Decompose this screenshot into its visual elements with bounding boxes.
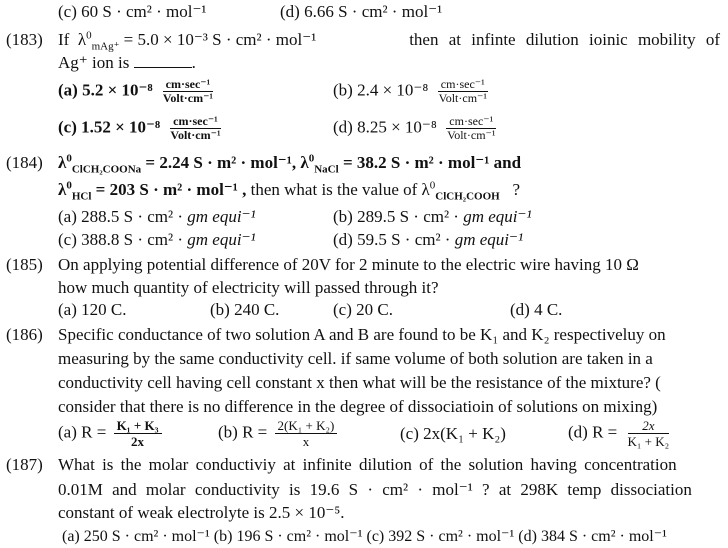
option-b[interactable] (210, 300, 279, 320)
question-183-line2 (58, 53, 196, 73)
question-187-options (62, 526, 667, 546)
value: = 2.24 S · m² · mol⁻¹, (145, 153, 297, 172)
option-label: (a) (58, 422, 77, 442)
question-186-line3: conductivity cell having cell constant x then what will be the resistance of the mixture? ( (58, 373, 661, 392)
fraction-numerator: 2(K₁ + K₂) (275, 418, 338, 434)
option-label: (b) (333, 80, 353, 100)
fraction-denominator: Volt·cm⁻¹ (162, 91, 213, 105)
option-prefix: R = (242, 422, 268, 442)
option-label: (c) (333, 300, 352, 319)
question-186-line1: Specific conductance of two solution A and B are found to be K₁ and K₂ respectiveluy on (58, 325, 666, 344)
question-number: (185) (6, 255, 43, 274)
question-184-line2 (58, 179, 520, 203)
question-187-line1: What is the molar conductiviy at infinite dilution of the solution having concentration (58, 455, 677, 474)
option-label: (d) (568, 422, 588, 442)
fraction-numerator: cm·sec⁻¹ (438, 78, 488, 92)
question-187-line2: 0.01M and molar conductivity is 19.6 S · cm² · mol⁻¹ ? at 298K temp dissociation (58, 480, 692, 499)
superscript: 0 (66, 179, 72, 192)
fraction-denominator: K₁ + K₂ (627, 434, 670, 449)
superscript: 0 (86, 29, 92, 42)
superscript: 0 (66, 152, 72, 165)
subscript: ClCH₂COONa (71, 163, 142, 176)
question-187-line3: constant of weak electrolyte is 2.5 × 10⁻⁵. (58, 503, 345, 522)
option-label: (c) (58, 117, 77, 137)
text: then at infinte dilution ioinic mobility of (409, 30, 720, 49)
option-value: 392 S · cm² · mol⁻¹ (388, 528, 515, 545)
question-number: (187) (6, 455, 43, 474)
lambda-symbol: λ (77, 30, 87, 49)
option-label: (d) (518, 528, 537, 545)
option-label: (a) (58, 300, 77, 319)
lambda-symbol: λ (300, 153, 309, 172)
fraction-numerator: cm·sec⁻¹ (446, 115, 496, 129)
question-184-line1 (58, 152, 522, 176)
option-d[interactable] (333, 115, 498, 142)
fraction (436, 78, 490, 105)
option-value: 20 C. (356, 300, 393, 319)
option-a[interactable] (62, 528, 210, 545)
option-value: 120 C. (81, 300, 127, 319)
option-d[interactable] (568, 418, 672, 449)
lambda-value: = 5.0 × 10⁻³ S · cm² · mol⁻¹ (123, 30, 317, 49)
option-value: 2.4 × 10⁻⁸ (357, 80, 429, 100)
option-label: (b) (218, 422, 238, 442)
fraction-denominator: x (302, 434, 310, 449)
lambda-symbol: λ (421, 180, 430, 199)
prev-option-c: (c) 60 S · cm² · mol⁻¹ (58, 2, 207, 21)
option-d[interactable] (333, 230, 523, 250)
question-183-line1 (58, 29, 720, 53)
option-unit: gm equi⁻¹ (463, 207, 532, 226)
lambda-symbol: λ (58, 180, 67, 199)
option-c[interactable] (58, 115, 224, 142)
option-value: 384 S · cm² · mol⁻¹ (540, 528, 667, 545)
period: . (191, 53, 196, 72)
fraction-denominator: Volt·cm⁻¹ (438, 91, 487, 105)
option-value: 59.5 S · cm² · (357, 230, 451, 249)
option-a[interactable] (58, 78, 216, 105)
option-b[interactable] (218, 418, 337, 449)
lambda-symbol: λ (58, 153, 67, 172)
fraction (625, 418, 673, 449)
option-value: 240 C. (234, 300, 280, 319)
option-unit: gm equi⁻¹ (187, 230, 256, 249)
option-c[interactable] (58, 230, 256, 250)
fraction-numerator: cm·sec⁻¹ (163, 78, 214, 92)
option-label: (d) (333, 117, 353, 137)
question-186-line4: consider that there is no difference in the degree of dissociatioin of solutions on mixing) (58, 397, 658, 416)
question-185-line1: On applying potential difference of 20V for 2 minute to the electric wire having 10 Ω (58, 255, 639, 274)
option-b[interactable] (333, 207, 532, 227)
superscript: 0 (429, 179, 436, 192)
option-label: (b) (213, 528, 233, 545)
subscript: HCl (71, 190, 92, 203)
prev-option-d: (d) 6.66 S · cm² · mol⁻¹ (280, 2, 443, 21)
option-label: (a) (58, 80, 78, 100)
option-label: (d) (333, 230, 353, 249)
superscript: 0 (308, 152, 315, 165)
option-value: 289.5 S · cm² · (357, 207, 459, 226)
option-value: 5.2 × 10⁻⁸ (82, 80, 153, 100)
option-value: 4 C. (534, 300, 563, 319)
subscript: ClCH₂COOH (435, 190, 500, 203)
fraction (167, 115, 223, 142)
option-prefix: R = (81, 422, 107, 442)
option-d[interactable] (518, 528, 667, 545)
subscript: NaCl (314, 163, 339, 176)
option-label: (c) (58, 230, 77, 249)
option-value: 196 S · cm² · mol⁻¹ (236, 528, 363, 545)
option-label: (c) (366, 528, 385, 545)
option-unit: gm equi⁻¹ (454, 230, 524, 249)
option-value: 2x(K₁ + K₂) (423, 424, 506, 443)
fraction-denominator: 2x (131, 434, 145, 449)
fraction-numerator: K₁ + K₃ (114, 418, 162, 434)
fraction-numerator: cm·sec⁻¹ (170, 115, 221, 129)
question-number: (183) (6, 30, 43, 49)
option-a[interactable] (58, 207, 256, 227)
question-number: (186) (6, 325, 43, 344)
fraction (444, 115, 498, 142)
option-label: (a) (58, 207, 77, 226)
fraction (160, 78, 216, 105)
fraction-numerator: 2x (628, 418, 668, 434)
option-value: 288.5 S · cm² · (81, 207, 184, 226)
text: If (58, 30, 70, 49)
option-unit: gm equi⁻¹ (187, 207, 256, 226)
option-label: (b) (210, 300, 230, 319)
option-value: 250 S · cm² · mol⁻¹ (83, 528, 210, 545)
option-d[interactable] (510, 300, 562, 320)
option-c[interactable] (366, 528, 514, 545)
answer-blank (134, 53, 192, 68)
option-value: 388.8 S · cm² · (81, 230, 184, 249)
option-a[interactable] (58, 418, 162, 449)
option-label: (b) (333, 207, 353, 226)
option-label: (d) (510, 300, 530, 319)
option-b[interactable] (333, 78, 490, 105)
question-186-line2: measuring by the same conductivity cell. if same volume of both solution are taken in a (58, 349, 653, 368)
text: Ag⁺ ion is (58, 53, 130, 72)
option-b[interactable] (214, 528, 363, 545)
fraction (275, 418, 338, 449)
option-value: 8.25 × 10⁻⁸ (357, 117, 437, 137)
subscript: mAg⁺ (91, 40, 120, 53)
question-mark: ? (512, 180, 520, 199)
fraction-denominator: Volt·cm⁻¹ (170, 128, 221, 142)
value: = 38.2 S · m² · mol⁻¹ and (342, 153, 522, 172)
option-c[interactable] (333, 300, 393, 320)
fraction-denominator: Volt·cm⁻¹ (447, 128, 496, 142)
option-value: 1.52 × 10⁻⁸ (81, 117, 161, 137)
text: then what is the value of (250, 180, 418, 199)
option-label: (c) (400, 424, 419, 443)
option-c[interactable] (400, 424, 506, 444)
question-185-line2: how much quantity of electricity will passed through it? (58, 278, 439, 297)
option-prefix: R = (592, 422, 618, 442)
option-label: (a) (62, 528, 80, 545)
value: = 203 S · m² · mol⁻¹ , (95, 180, 247, 199)
fraction (114, 418, 162, 449)
option-a[interactable] (58, 300, 126, 320)
question-number: (184) (6, 153, 43, 172)
